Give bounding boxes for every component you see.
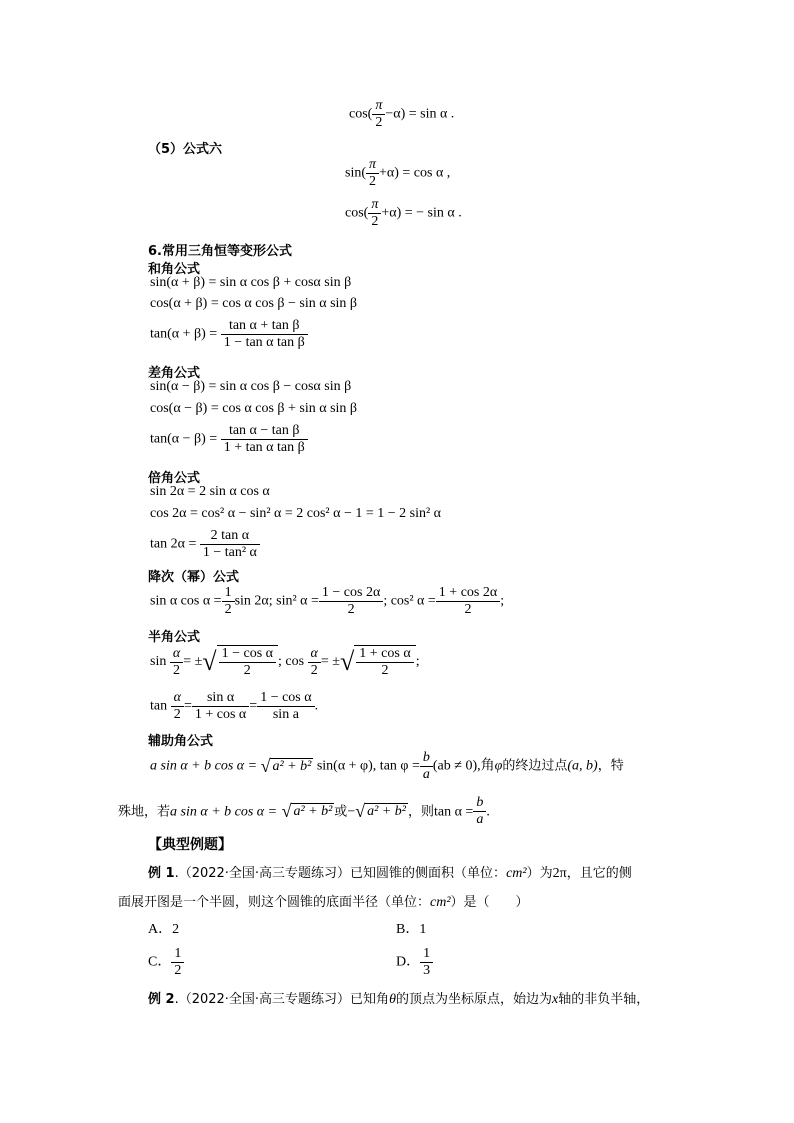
sqrt-symbol: √ <box>260 756 271 776</box>
fraction: $\frac{1 + \cos 2\alpha}{2}$ <box>436 585 500 618</box>
sqrt-symbol: √ <box>355 801 366 821</box>
example-label: 例 1 <box>148 866 175 881</box>
sum-heading: 和角公式 <box>148 262 201 277</box>
fraction: $\frac{1}{2}$ <box>171 946 184 979</box>
half-sin-cos-formula: sin $\frac{\alpha}{2}$ = ±√ $\frac{\text{1 − cos α}}{2}$ ; cos $\frac{\alpha}{2}$ = ±√ $\frac{\text{1 + cos α}}{2}$ ; <box>150 645 420 678</box>
example2-line1: 例 2.（2022·全国·高三专题练习）已知角θ的顶点为坐标原点，始边为x轴的非负半轴， <box>148 992 650 1007</box>
double-cos-formula: cos 2α = cos² α − sin² α = 2 cos² α − 1 = 1 − 2 sin² α <box>150 506 441 521</box>
aux-formula-line1: a sin α + b cos α = √ a² + b² sin(α + φ), tan φ = $\frac{b}{a}$ (ab ≠ 0),角φ的终边过点(a, b)，特 <box>150 750 624 782</box>
fraction: $\frac{b}{a}$ <box>473 795 486 828</box>
fraction: $\frac{\alpha}{2}$ <box>171 690 184 723</box>
fraction: $\frac{1}{3}$ <box>420 946 433 979</box>
diff-heading: 差角公式 <box>148 366 201 381</box>
formula-cos-complement <box>349 98 454 131</box>
sum-cos-formula: cos(α + β) = cos α cos β − sin α sin β <box>150 296 358 311</box>
power-heading: 降次（幂）公式 <box>148 570 240 585</box>
fraction: $\frac{1 - \cos 2\alpha}{2}$ <box>319 585 383 618</box>
diff-sin-formula: sin(α − β) = sin α cos β − cosα sin β <box>150 379 352 394</box>
double-heading: 倍角公式 <box>148 471 201 486</box>
fraction: $\frac{\alpha}{2}$ <box>308 646 321 679</box>
option-b[interactable]: B．1 <box>396 922 427 937</box>
section-heading-6: 6.常用三角恒等变形公式 <box>148 244 292 259</box>
half-heading: 半角公式 <box>148 630 201 645</box>
option-c[interactable]: C． $\frac{1}{2}$ <box>148 946 184 979</box>
formula-text: cos( <box>349 106 373 122</box>
fraction: $\frac{1}{2}$ <box>222 585 235 618</box>
sum-tan-formula: tan(α + β) = $\frac{\text{tan α + tan β}}{\text{1 − tan α tan β}}$ <box>150 318 308 351</box>
formula-sin-pi2-plus: sin( $\frac{\pi}{2}$ +α) = cos α , <box>345 157 451 189</box>
double-sin-formula: sin 2α = 2 sin α cos α <box>150 484 270 499</box>
half-tan-formula: tan $\frac{\alpha}{2}$ = $\frac{\text{sin α}}{\text{1 + cos α}}$ = $\frac{\text{1 − cos α}}{\text{sin a}}$ . <box>150 690 319 722</box>
radicand: $\frac{\text{1 − cos α}}{2}$ <box>217 645 278 679</box>
fraction: $\frac{\text{tan α + tan β}}{\text{1 − tan α tan β}}$ <box>221 318 308 351</box>
fraction: $\frac{\pi}{2}$ <box>368 197 381 230</box>
diff-cos-formula: cos(α − β) = cos α cos β + sin α sin β <box>150 401 358 416</box>
formula-text: −α) = sin α . <box>385 106 455 122</box>
fraction: $\frac{b}{a}$ <box>420 750 433 783</box>
radicand: $\frac{\text{1 + cos α}}{2}$ <box>354 645 415 679</box>
sqrt-symbol: √ <box>202 647 217 676</box>
fraction: $\frac{\pi}{2}$ <box>366 157 379 190</box>
fraction: $\frac{\text{sin α}}{\text{1 + cos α}}$ <box>192 690 249 723</box>
example-label: 例 2 <box>148 992 175 1007</box>
section-heading-5: （5）公式六 <box>148 142 223 157</box>
sqrt-symbol: √ <box>340 647 355 676</box>
radicand: a² + b² <box>272 759 312 774</box>
radicand: a² + b² <box>367 804 406 819</box>
example1-line1: 例 1.（2022·全国·高三专题练习）已知圆锥的侧面积（单位：cm²）为2π，且它的侧 <box>148 866 632 881</box>
fraction: $\frac{\pi}{2}$ <box>372 98 385 131</box>
formula-cos-pi2-plus: cos( $\frac{\pi}{2}$ +α) = − sin α . <box>345 197 462 229</box>
fraction: $\frac{\text{tan α − tan β}}{\text{1 + tan α tan β}}$ <box>221 423 308 456</box>
sqrt-symbol: √ <box>281 801 292 821</box>
aux-formula-line2: 殊地，若a sin α + b cos α = √ a² + b² 或−√ a² + b² ，则tan α = $\frac{b}{a}$ . <box>118 795 490 827</box>
fraction: $\frac{\alpha}{2}$ <box>170 646 183 679</box>
aux-heading: 辅助角公式 <box>148 734 214 749</box>
fraction: $\frac{\text{1 − cos α}}{\text{sin a}}$ <box>257 690 314 723</box>
option-a[interactable]: A．2 <box>148 922 180 937</box>
examples-heading: 【典型例题】 <box>148 837 232 853</box>
sum-sin-formula: sin(α + β) = sin α cos β + cosα sin β <box>150 275 352 290</box>
power-formula: sin α cos α = $\frac{1}{2}$ sin 2α; sin² α = $\frac{1 - \cos 2\alpha}{2}$ ; cos² α = $\frac{1 + \cos 2\alpha}{2}$ ; <box>150 585 505 617</box>
double-tan-formula: tan 2α = $\frac{\text{2 tan α}}{\text{1 − tan² α}}$ <box>150 528 260 561</box>
option-d[interactable]: D． $\frac{1}{3}$ <box>396 946 433 979</box>
radicand: a² + b² <box>293 804 333 819</box>
diff-tan-formula: tan(α − β) = $\frac{\text{tan α − tan β}}{\text{1 + tan α tan β}}$ <box>150 423 308 456</box>
example1-line2: 面展开图是一个半圆，则这个圆锥的底面半径（单位：cm²）是（ ） <box>118 895 529 910</box>
fraction: $\frac{\text{2 tan α}}{\text{1 − tan² α}}$ <box>200 528 260 561</box>
